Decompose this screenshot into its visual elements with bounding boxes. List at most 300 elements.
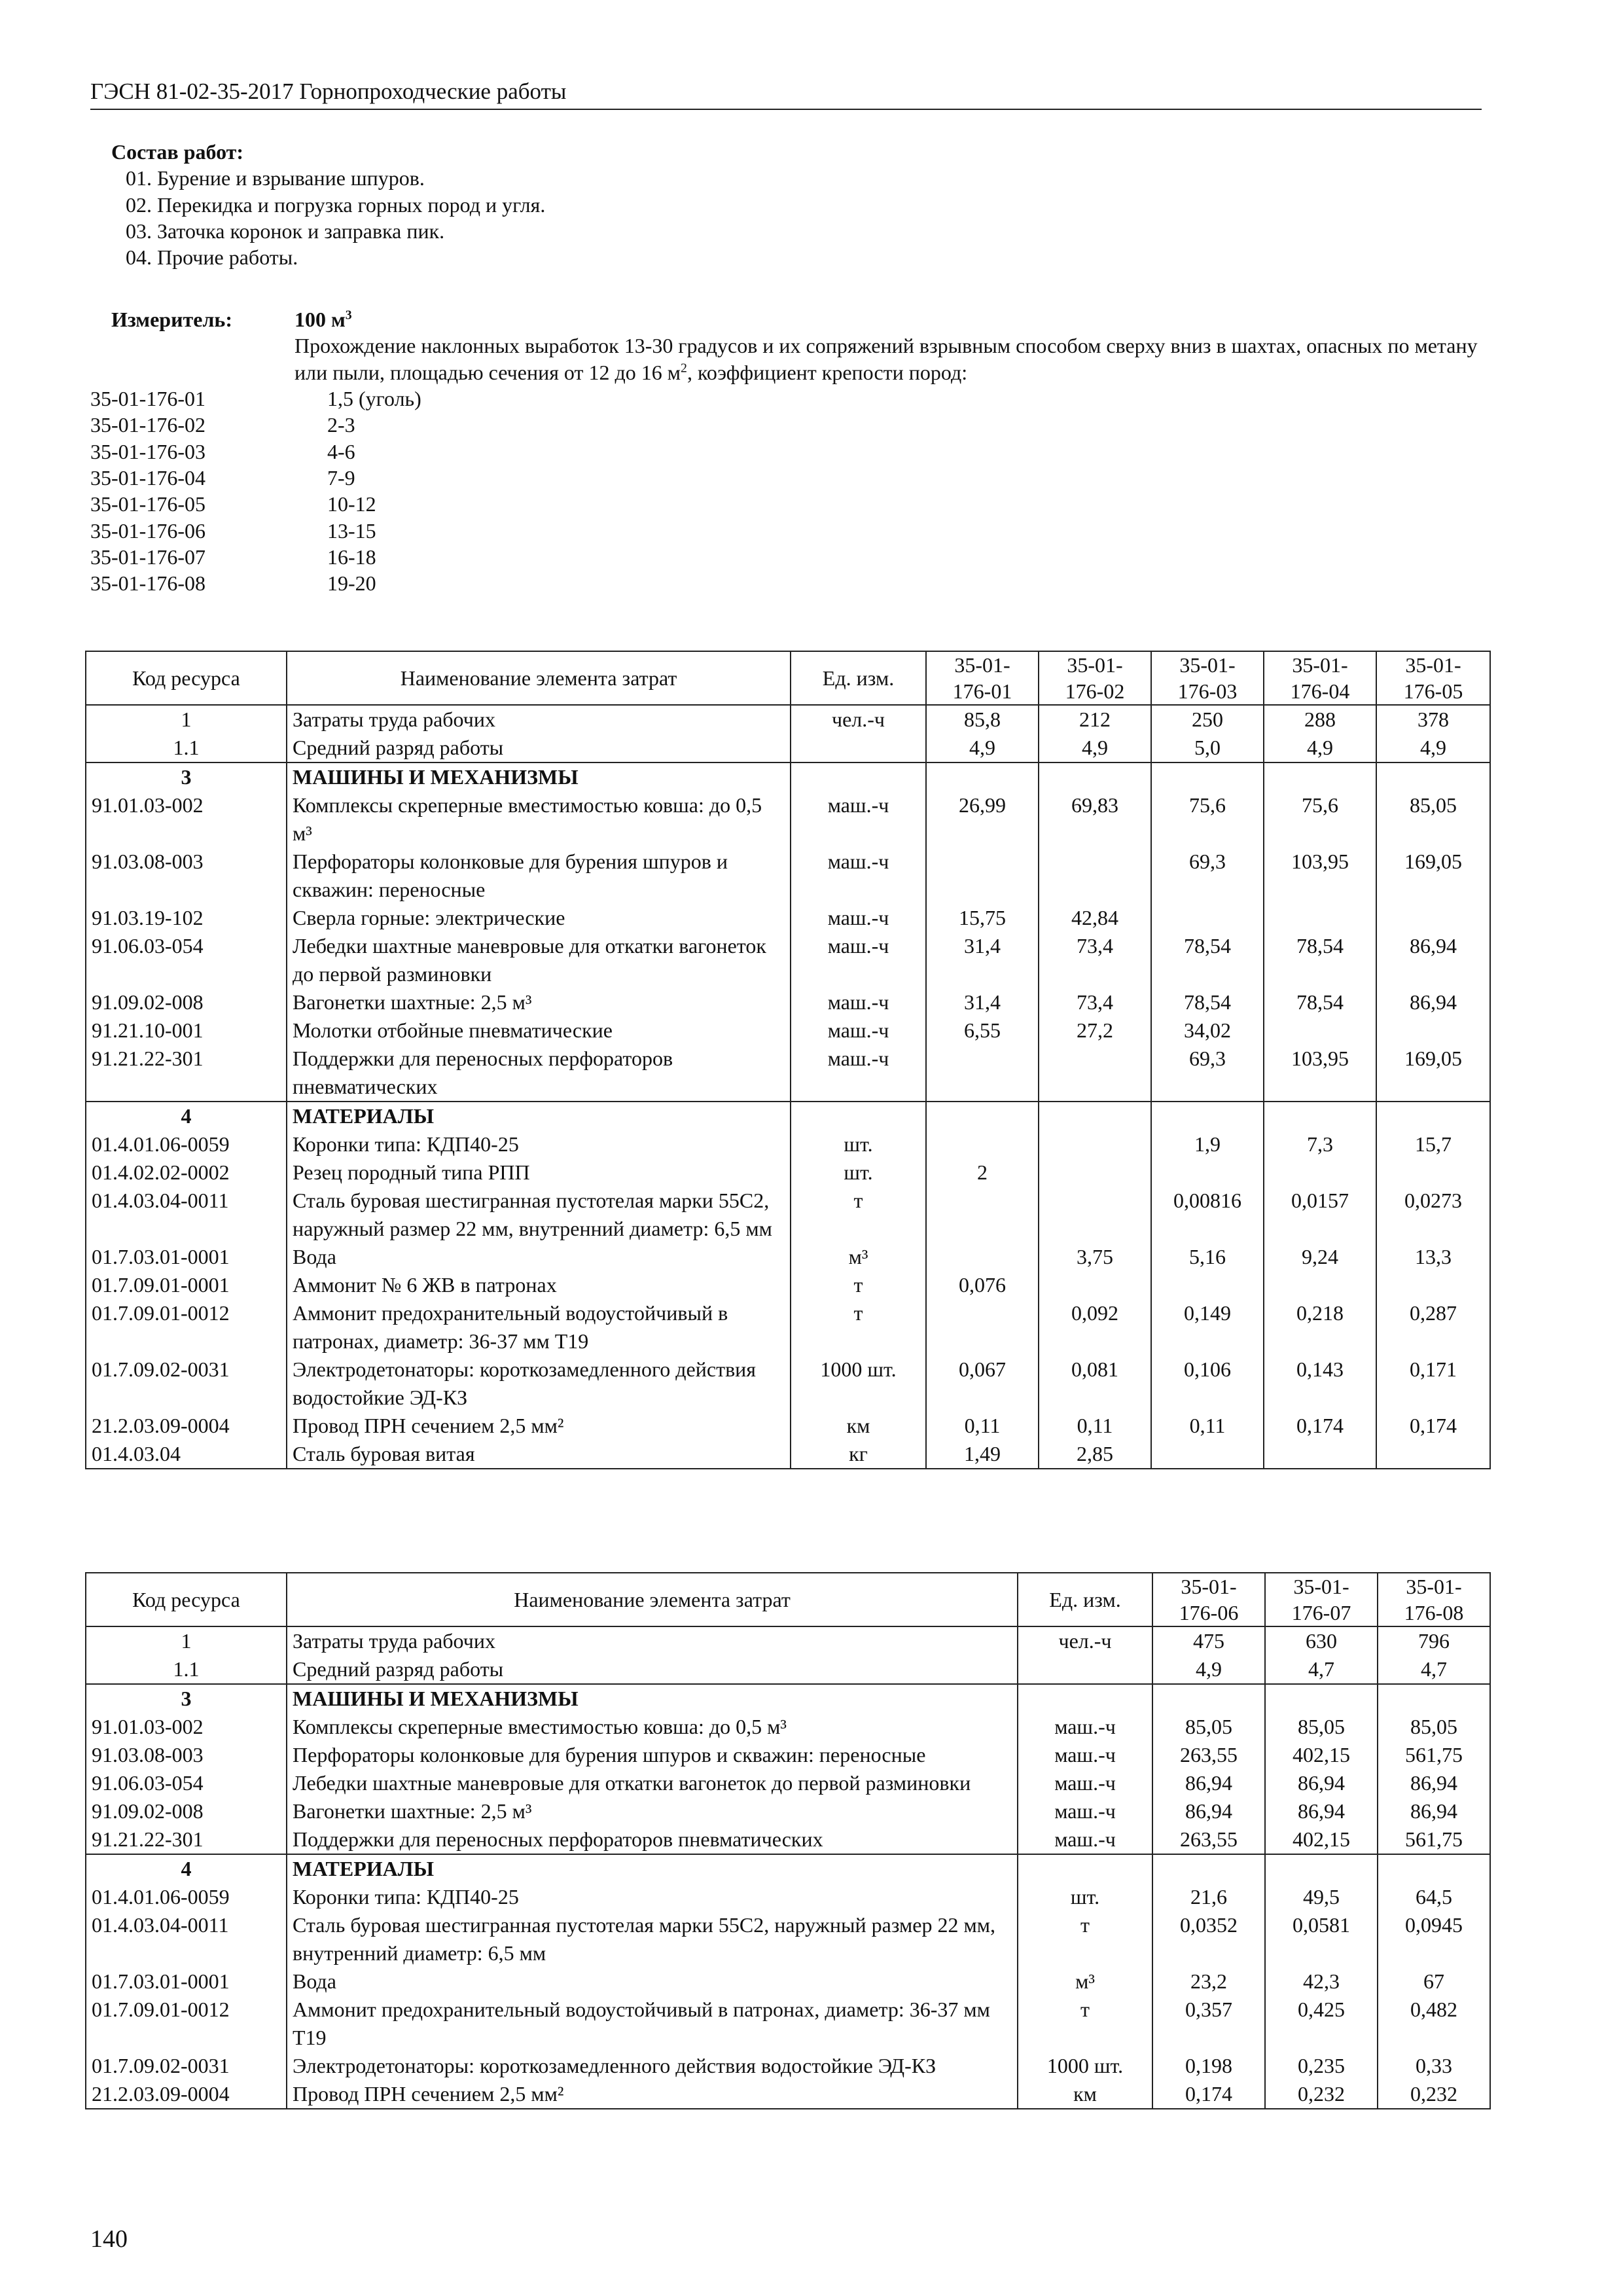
cell-name: Затраты труда рабочих: [287, 1626, 1018, 1655]
cell-value: 86,94: [1265, 1769, 1378, 1797]
cell-value: 78,54: [1264, 988, 1376, 1016]
measurer-label: Измеритель:: [111, 308, 232, 331]
header-code: Код ресурса: [86, 651, 287, 705]
cell-code: 91.09.02-008: [86, 988, 287, 1016]
cell-value: 7,3: [1264, 1130, 1376, 1158]
cell-code: 91.01.03-002: [86, 791, 287, 848]
cell-name: Средний разряд работы: [287, 734, 791, 762]
cell-value: 42,84: [1039, 904, 1151, 932]
cell-code: 91.09.02-008: [86, 1797, 287, 1825]
cell-value: 69,3: [1151, 848, 1264, 904]
cell-unit: т: [1018, 1911, 1152, 1967]
header-code: Код ресурса: [86, 1573, 287, 1626]
cell-value: 402,15: [1265, 1825, 1378, 1854]
cell-value: 85,05: [1376, 791, 1490, 848]
cell-unit: маш.-ч: [1018, 1741, 1152, 1769]
cell-value: 85,05: [1265, 1713, 1378, 1741]
cell-code: 91.03.19-102: [86, 904, 287, 932]
cell-unit: [791, 734, 926, 762]
table-row: [86, 791, 1490, 848]
cell-value: 0,149: [1151, 1299, 1264, 1355]
cell-unit: м³: [1018, 1967, 1152, 1996]
cell-value: 288: [1264, 705, 1376, 734]
table-row: [86, 1713, 1490, 1741]
table-row: [86, 904, 1490, 932]
cell-unit: чел.-ч: [1018, 1626, 1152, 1655]
cell-value: 31,4: [926, 988, 1039, 1016]
cell-code: 01.7.09.01-0001: [86, 1271, 287, 1299]
cell-value: 0,081: [1039, 1355, 1151, 1412]
code-value: 13-15: [327, 518, 376, 543]
cell-value: 212: [1039, 705, 1151, 734]
cell-code: 4: [86, 1102, 287, 1130]
cell-value: 0,067: [926, 1355, 1039, 1412]
table-row: [86, 1769, 1490, 1797]
cell-name: Лебедки шахтные маневровые для откатки вагонеток до первой разминовки: [287, 932, 791, 988]
cell-name: МАТЕРИАЛЫ: [287, 1854, 1018, 1883]
cell-value: 64,5: [1378, 1883, 1490, 1911]
code-id: 35-01-176-08: [90, 571, 205, 596]
work-composition: [90, 139, 545, 271]
cell-name: Вода: [287, 1967, 1018, 1996]
table-row: [86, 932, 1490, 988]
cell-value: 42,3: [1265, 1967, 1378, 1996]
table-row: [86, 1883, 1490, 1911]
cell-code: 01.4.03.04-0011: [86, 1911, 287, 1967]
table-row: [86, 1130, 1490, 1158]
cell-name: Электродетонаторы: короткозамедленного действия водостойкие ЭД-КЗ: [287, 1355, 791, 1412]
cell-value: 3,75: [1039, 1243, 1151, 1271]
code-row: [90, 465, 1482, 491]
cell-code: 21.2.03.09-0004: [86, 1412, 287, 1440]
cell-code: 1.1: [86, 1655, 287, 1684]
cell-name: Провод ПРН сечением 2,5 мм²: [287, 1412, 791, 1440]
header-col: 35-01- 176-08: [1378, 1573, 1490, 1626]
table-row: [86, 1355, 1490, 1412]
measurer-value: 100 $м^3$: [294, 308, 352, 331]
cell-value: 0,171: [1376, 1355, 1490, 1412]
cell-value: 27,2: [1039, 1016, 1151, 1045]
cell-value: 796: [1378, 1626, 1490, 1655]
cell-value: 49,5: [1265, 1883, 1378, 1911]
cell-code: 01.4.03.04: [86, 1440, 287, 1469]
cell-unit: м³: [791, 1243, 926, 1271]
cell-value: [1264, 904, 1376, 932]
cell-value: [1376, 1016, 1490, 1045]
cell-value: 78,54: [1151, 988, 1264, 1016]
table-row: [86, 1243, 1490, 1271]
cell-value: [1151, 1158, 1264, 1187]
cell-unit: км: [1018, 2080, 1152, 2109]
cell-value: 169,05: [1376, 1045, 1490, 1102]
code-id: 35-01-176-03: [90, 439, 205, 463]
code-id: 35-01-176-02: [90, 413, 205, 437]
resource-table-1: [85, 651, 1491, 1469]
composition-item: 04. Прочие работы.: [126, 245, 298, 270]
code-row: [90, 544, 1482, 570]
cell-value: 5,16: [1151, 1243, 1264, 1271]
cell-unit: маш.-ч: [1018, 1825, 1152, 1854]
table-row: [86, 1158, 1490, 1187]
cell-value: 103,95: [1264, 1045, 1376, 1102]
cell-value: 23,2: [1152, 1967, 1265, 1996]
cell-unit: [1018, 1854, 1152, 1883]
cell-value: [1152, 1854, 1265, 1883]
cell-name: Провод ПРН сечением 2,5 мм²: [287, 2080, 1018, 2109]
cell-value: [926, 762, 1039, 791]
code-value: 2-3: [327, 413, 355, 437]
cell-value: [926, 1045, 1039, 1102]
table-row: [86, 1271, 1490, 1299]
cell-name: Лебедки шахтные маневровые для откатки вагонеток до первой разминовки: [287, 1769, 1018, 1797]
composition-item: 01. Бурение и взрывание шпуров.: [126, 166, 425, 190]
header-col: 35-01- 176-06: [1152, 1573, 1265, 1626]
cell-name: Поддержки для переносных перфораторов пневматических: [287, 1045, 791, 1102]
cell-unit: 1000 шт.: [1018, 2052, 1152, 2080]
cell-value: 0,0945: [1378, 1911, 1490, 1967]
cell-value: [1376, 1271, 1490, 1299]
code-value: 16-18: [327, 545, 376, 569]
cell-value: 561,75: [1378, 1741, 1490, 1769]
cell-code: 91.06.03-054: [86, 932, 287, 988]
cell-value: [1151, 1271, 1264, 1299]
cell-code: 4: [86, 1854, 287, 1883]
cell-value: 6,55: [926, 1016, 1039, 1045]
code-id: 35-01-176-04: [90, 465, 205, 490]
measurer-block: [90, 306, 1482, 596]
table-row: [86, 2052, 1490, 2080]
cell-value: 26,99: [926, 791, 1039, 848]
cell-value: 86,94: [1378, 1769, 1490, 1797]
cell-value: [1264, 1102, 1376, 1130]
cell-value: 67: [1378, 1967, 1490, 1996]
code-id: 35-01-176-06: [90, 518, 205, 543]
cell-value: [926, 1130, 1039, 1158]
table-row: [86, 1655, 1490, 1684]
cell-value: 4,9: [1152, 1655, 1265, 1684]
cell-value: [1378, 1684, 1490, 1713]
cell-unit: кг: [791, 1440, 926, 1469]
cell-value: 4,7: [1265, 1655, 1378, 1684]
measurer-description: Прохождение наклонных выработок 13-30 градусов и их сопряжений взрывным способом сверху вниз в шахтах, опасных по метану или пыли, площадью сечения от 12 до 16 $м^2$, коэффициент крепости пород:: [294, 334, 1478, 384]
table-header-row: [86, 651, 1490, 705]
composition-item: 02. Перекидка и погрузка горных пород и угля.: [126, 192, 546, 217]
page-number: 140: [90, 2225, 128, 2253]
cell-value: 21,6: [1152, 1883, 1265, 1911]
header-unit: Ед. изм.: [1018, 1573, 1152, 1626]
cell-name: Сталь буровая шестигранная пустотелая марки 55С2, наружный размер 22 мм, внутренний диаметр: 6,5 мм: [287, 1911, 1018, 1967]
cell-value: [1152, 1684, 1265, 1713]
cell-name: Комплексы скреперные вместимостью ковша: до 0,5 м³: [287, 791, 791, 848]
cell-value: 78,54: [1264, 932, 1376, 988]
table-row: [86, 1187, 1490, 1243]
cell-value: 0,0273: [1376, 1187, 1490, 1243]
cell-code: 3: [86, 762, 287, 791]
table-row: [86, 1967, 1490, 1996]
cell-code: 01.7.09.01-0012: [86, 1299, 287, 1355]
cell-name: Вода: [287, 1243, 791, 1271]
cell-value: 0,174: [1376, 1412, 1490, 1440]
cell-value: [926, 1299, 1039, 1355]
table-row: [86, 1797, 1490, 1825]
code-id: 35-01-176-07: [90, 545, 205, 569]
table-row: [86, 1911, 1490, 1967]
cell-code: 21.2.03.09-0004: [86, 2080, 287, 2109]
cell-value: 2,85: [1039, 1440, 1151, 1469]
cell-unit: [791, 1102, 926, 1130]
cell-value: [1039, 762, 1151, 791]
cell-unit: маш.-ч: [791, 848, 926, 904]
cell-value: 250: [1151, 705, 1264, 734]
cell-unit: [1018, 1655, 1152, 1684]
cell-value: [1376, 1440, 1490, 1469]
cell-value: 86,94: [1378, 1797, 1490, 1825]
cell-unit: маш.-ч: [791, 904, 926, 932]
code-row: [90, 570, 1482, 596]
cell-value: 86,94: [1152, 1769, 1265, 1797]
cell-value: 263,55: [1152, 1741, 1265, 1769]
cell-value: 75,6: [1264, 791, 1376, 848]
cell-value: 69,3: [1151, 1045, 1264, 1102]
cell-unit: маш.-ч: [791, 791, 926, 848]
cell-code: 1: [86, 705, 287, 734]
cell-value: 1,9: [1151, 1130, 1264, 1158]
cell-value: 0,232: [1265, 2080, 1378, 2109]
section-row: [86, 762, 1490, 791]
code-list: [90, 386, 1482, 597]
cell-value: 475: [1152, 1626, 1265, 1655]
cell-name: Поддержки для переносных перфораторов пневматических: [287, 1825, 1018, 1854]
cell-value: [1264, 1158, 1376, 1187]
cell-value: 5,0: [1151, 734, 1264, 762]
cell-value: 0,0581: [1265, 1911, 1378, 1967]
cell-value: [1151, 1102, 1264, 1130]
cell-value: 34,02: [1151, 1016, 1264, 1045]
cell-value: 15,7: [1376, 1130, 1490, 1158]
cell-value: 9,24: [1264, 1243, 1376, 1271]
cell-value: 85,05: [1378, 1713, 1490, 1741]
cell-value: [1264, 1016, 1376, 1045]
cell-code: 91.03.08-003: [86, 1741, 287, 1769]
cell-value: 86,94: [1376, 988, 1490, 1016]
cell-unit: маш.-ч: [791, 1045, 926, 1102]
cell-value: [1378, 1854, 1490, 1883]
code-value: 10-12: [327, 492, 376, 516]
cell-code: 01.4.03.04-0011: [86, 1187, 287, 1243]
table-row: [86, 2080, 1490, 2109]
cell-value: [1039, 1187, 1151, 1243]
cell-unit: [1018, 1684, 1152, 1713]
cell-value: [926, 1102, 1039, 1130]
code-id: 35-01-176-05: [90, 492, 205, 516]
cell-code: 91.21.22-301: [86, 1825, 287, 1854]
cell-value: [926, 848, 1039, 904]
table-row: [86, 1412, 1490, 1440]
table-row: [86, 734, 1490, 762]
cell-value: 630: [1265, 1626, 1378, 1655]
cell-value: 0,33: [1378, 2052, 1490, 2080]
cell-code: 01.4.01.06-0059: [86, 1883, 287, 1911]
table-row: [86, 1626, 1490, 1655]
cell-name: Электродетонаторы: короткозамедленного действия водостойкие ЭД-КЗ: [287, 2052, 1018, 2080]
cell-value: 0,198: [1152, 2052, 1265, 2080]
code-value: 19-20: [327, 571, 376, 596]
header-col: 35-01- 176-02: [1039, 651, 1151, 705]
cell-value: [1265, 1854, 1378, 1883]
cell-value: 0,11: [926, 1412, 1039, 1440]
cell-code: 91.01.03-002: [86, 1713, 287, 1741]
header-unit: Ед. изм.: [791, 651, 926, 705]
resource-table-2: [85, 1572, 1491, 2109]
table-row: [86, 1996, 1490, 2052]
cell-value: [1376, 1158, 1490, 1187]
cell-unit: т: [791, 1187, 926, 1243]
table-header-row: [86, 1573, 1490, 1626]
table-row: [86, 1825, 1490, 1854]
cell-unit: км: [791, 1412, 926, 1440]
cell-value: 0,00816: [1151, 1187, 1264, 1243]
cell-code: 01.7.09.01-0012: [86, 1996, 287, 2052]
cell-value: 0,0352: [1152, 1911, 1265, 1967]
cell-unit: т: [791, 1299, 926, 1355]
cell-value: [1039, 1045, 1151, 1102]
table-row: [86, 988, 1490, 1016]
cell-name: Сталь буровая шестигранная пустотелая марки 55С2, наружный размер 22 мм, внутренний диаметр: 6,5 мм: [287, 1187, 791, 1243]
cell-value: [1151, 762, 1264, 791]
cell-value: 4,9: [1039, 734, 1151, 762]
cell-unit: маш.-ч: [1018, 1713, 1152, 1741]
cell-value: 0,482: [1378, 1996, 1490, 2052]
cell-value: 1,49: [926, 1440, 1039, 1469]
cell-name: Сталь буровая витая: [287, 1440, 791, 1469]
cell-value: [1039, 1271, 1151, 1299]
cell-value: 0,287: [1376, 1299, 1490, 1355]
cell-value: 86,94: [1265, 1797, 1378, 1825]
header-col: 35-01- 176-07: [1265, 1573, 1378, 1626]
cell-value: 0,11: [1151, 1412, 1264, 1440]
cell-value: [1265, 1684, 1378, 1713]
cell-value: 78,54: [1151, 932, 1264, 988]
section-row: [86, 1854, 1490, 1883]
cell-value: 0,174: [1152, 2080, 1265, 2109]
cell-unit: маш.-ч: [791, 1016, 926, 1045]
cell-value: 402,15: [1265, 1741, 1378, 1769]
cell-value: 31,4: [926, 932, 1039, 988]
cell-value: [1039, 848, 1151, 904]
cell-value: 4,9: [926, 734, 1039, 762]
cell-value: [1264, 762, 1376, 791]
cell-value: 86,94: [1152, 1797, 1265, 1825]
cell-value: 13,3: [1376, 1243, 1490, 1271]
cell-code: 91.21.10-001: [86, 1016, 287, 1045]
cell-unit: т: [1018, 1996, 1152, 2052]
cell-name: Затраты труда рабочих: [287, 705, 791, 734]
cell-name: Молотки отбойные пневматические: [287, 1016, 791, 1045]
code-row: [90, 386, 1482, 412]
cell-unit: чел.-ч: [791, 705, 926, 734]
section-row: [86, 1102, 1490, 1130]
cell-name: МАТЕРИАЛЫ: [287, 1102, 791, 1130]
cell-value: [1264, 1440, 1376, 1469]
cell-value: 0,235: [1265, 2052, 1378, 2080]
cell-code: 01.4.01.06-0059: [86, 1130, 287, 1158]
cell-code: 01.4.02.02-0002: [86, 1158, 287, 1187]
cell-code: 91.03.08-003: [86, 848, 287, 904]
table-row: [86, 848, 1490, 904]
cell-unit: маш.-ч: [1018, 1797, 1152, 1825]
cell-value: 169,05: [1376, 848, 1490, 904]
cell-unit: маш.-ч: [791, 932, 926, 988]
table-row: [86, 1045, 1490, 1102]
cell-unit: шт.: [1018, 1883, 1152, 1911]
cell-value: 73,4: [1039, 932, 1151, 988]
cell-value: 0,092: [1039, 1299, 1151, 1355]
header-name: Наименование элемента затрат: [287, 1573, 1018, 1626]
cell-value: [1039, 1158, 1151, 1187]
code-value: 1,5 (уголь): [327, 386, 421, 410]
cell-value: 263,55: [1152, 1825, 1265, 1854]
cell-value: 103,95: [1264, 848, 1376, 904]
cell-value: 0,143: [1264, 1355, 1376, 1412]
cell-code: 3: [86, 1684, 287, 1713]
composition-title: Состав работ:: [111, 140, 244, 164]
table-row: [86, 1440, 1490, 1469]
cell-value: 0,218: [1264, 1299, 1376, 1355]
header-col: 35-01- 176-04: [1264, 651, 1376, 705]
cell-value: 0,357: [1152, 1996, 1265, 2052]
cell-value: 4,7: [1378, 1655, 1490, 1684]
table-row: [86, 705, 1490, 734]
table-row: [86, 1741, 1490, 1769]
cell-unit: шт.: [791, 1158, 926, 1187]
cell-name: Сверла горные: электрические: [287, 904, 791, 932]
code-value: 4-6: [327, 439, 355, 463]
header-col: 35-01- 176-03: [1151, 651, 1264, 705]
header-name: Наименование элемента затрат: [287, 651, 791, 705]
cell-value: 85,05: [1152, 1713, 1265, 1741]
cell-value: [926, 1187, 1039, 1243]
cell-value: [1376, 904, 1490, 932]
cell-code: 01.7.09.02-0031: [86, 1355, 287, 1412]
page-header: ГЭСН 81-02-35-2017 Горнопроходческие работы: [90, 77, 1482, 110]
cell-value: 0,425: [1265, 1996, 1378, 2052]
cell-value: [926, 1243, 1039, 1271]
cell-value: [1376, 1102, 1490, 1130]
cell-value: 0,174: [1264, 1412, 1376, 1440]
code-row: [90, 491, 1482, 517]
cell-name: Комплексы скреперные вместимостью ковша: до 0,5 м³: [287, 1713, 1018, 1741]
cell-name: МАШИНЫ И МЕХАНИЗМЫ: [287, 1684, 1018, 1713]
section-row: [86, 1684, 1490, 1713]
cell-name: МАШИНЫ И МЕХАНИЗМЫ: [287, 762, 791, 791]
cell-code: 91.21.22-301: [86, 1045, 287, 1102]
cell-value: 4,9: [1376, 734, 1490, 762]
cell-name: Средний разряд работы: [287, 1655, 1018, 1684]
cell-value: 86,94: [1376, 932, 1490, 988]
cell-name: Аммонит № 6 ЖВ в патронах: [287, 1271, 791, 1299]
code-row: [90, 518, 1482, 544]
cell-value: [1039, 1130, 1151, 1158]
cell-unit: 1000 шт.: [791, 1355, 926, 1412]
cell-value: [1039, 1102, 1151, 1130]
cell-value: 85,8: [926, 705, 1039, 734]
code-row: [90, 412, 1482, 438]
cell-name: Вагонетки шахтные: 2,5 м³: [287, 1797, 1018, 1825]
cell-name: Перфораторы колонковые для бурения шпуров и скважин: переносные: [287, 1741, 1018, 1769]
cell-value: 75,6: [1151, 791, 1264, 848]
table-row: [86, 1016, 1490, 1045]
cell-code: 91.06.03-054: [86, 1769, 287, 1797]
